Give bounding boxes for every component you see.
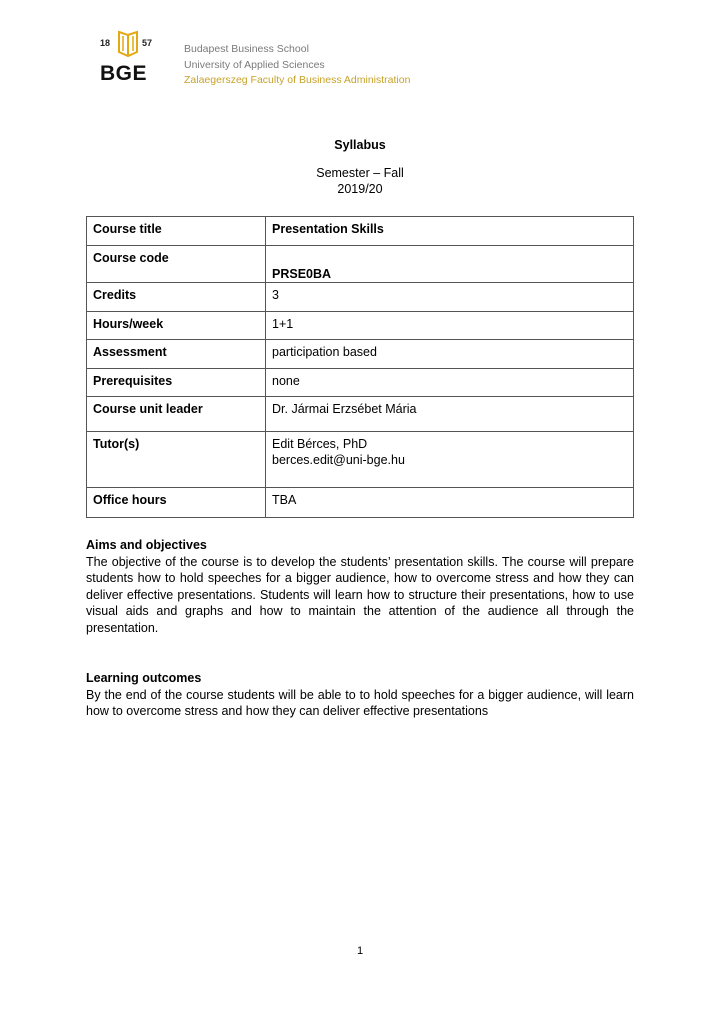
doc-title: Syllabus [334,138,386,152]
org-name: Budapest Business School [184,43,309,55]
row-label: Hours/week [87,312,266,340]
org-subtitle: University of Applied Sciences [184,58,325,71]
row-label: Course title [87,217,266,246]
row-label: Course code [87,246,266,283]
bge-book-emblem-icon [117,30,139,58]
row-value: participation based [266,340,634,369]
row-value: TBA [266,488,634,518]
table-row [87,369,634,397]
doc-semester: Semester – Fall [316,166,404,180]
table-row [87,246,634,283]
page-number: 1 [356,945,364,957]
row-value: Dr. Jármai Erzsébet Mária [266,397,634,432]
aims-text: The objective of the course is to develop the students’ presentation skills. The course will prepare students how to hold speeches for a bigger audience, how to overcome stress and how they can deliver effective presentations. Students will learn how to structure their presentations, how to use visual aids and graphs and how to maintain the attention of the audience all through the presentation. [86,554,634,635]
page-header [100,30,600,90]
outcomes-text: By the end of the course students will be able to to hold speeches for a bigger audience, will learn how to overcome stress and how they can deliver effective presentations [86,687,634,718]
table-row [87,340,634,369]
table-row [87,283,634,312]
row-label: Course unit leader [87,397,266,432]
row-label: Assessment [87,340,266,369]
logo-year-right: 57 [142,38,153,48]
table-row [87,397,634,432]
row-value: PRSE0BA [272,267,332,281]
org-faculty: Zalaegerszeg Faculty of Business Administration [184,74,411,86]
row-value: 1+1 [266,312,634,340]
table-row [87,432,634,488]
table-row [87,217,634,246]
row-label: Office hours [87,488,266,518]
row-value: 3 [266,283,634,312]
organization-block [184,42,410,89]
aims-section [86,537,634,636]
row-value-cell [266,432,634,488]
row-label: Credits [87,283,266,312]
tutor-email: berces.edit@uni-bge.hu [272,453,405,467]
row-value-cell [266,246,634,283]
logo-wordmark: BGE [100,62,148,85]
outcomes-section [86,670,634,720]
bge-logo [100,30,158,88]
table-row [87,488,634,518]
row-label: Prerequisites [87,369,266,397]
outcomes-heading: Learning outcomes [86,671,202,685]
row-label: Tutor(s) [87,432,266,488]
tutor-name: Edit Bérces, PhD [272,437,368,451]
course-info-table [86,216,634,518]
row-value: none [266,369,634,397]
aims-heading: Aims and objectives [86,538,207,552]
row-value: Presentation Skills [266,217,634,246]
table-row [87,312,634,340]
logo-year-left: 18 [100,38,111,48]
doc-year: 2019/20 [337,182,383,196]
